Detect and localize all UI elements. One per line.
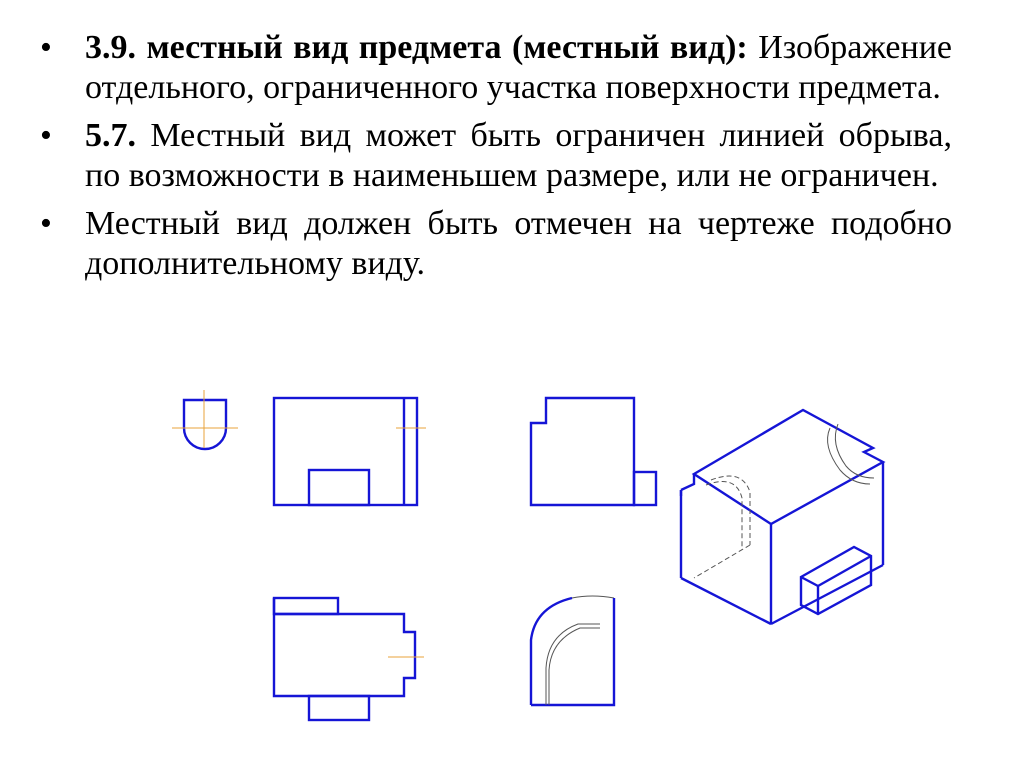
clause-number: 5.7. (85, 117, 136, 154)
bullet-dot: • (40, 29, 52, 66)
clause-number: 3.9. (85, 29, 136, 66)
side-view (531, 398, 656, 505)
clause-text: Изображение отдельного, ограниченного участка поверхности предмета. (85, 29, 953, 106)
local-view-break (531, 596, 614, 705)
bullet-dot: • (40, 117, 52, 154)
clause-text: Местный вид может быть ограничен линией обрыва, по возможности в наименьшем размере, или не ограничен. (85, 117, 952, 194)
local-view-rounded-tab (172, 390, 238, 449)
top-view (274, 598, 424, 720)
front-view (274, 398, 426, 505)
clause-term: местный вид предмета (местный вид): (146, 29, 748, 66)
clause-text: Местный вид должен быть отмечен на чертеже подобно дополнительному виду. (85, 205, 952, 282)
isometric-view (681, 410, 883, 624)
bullet-dot: • (40, 205, 52, 242)
